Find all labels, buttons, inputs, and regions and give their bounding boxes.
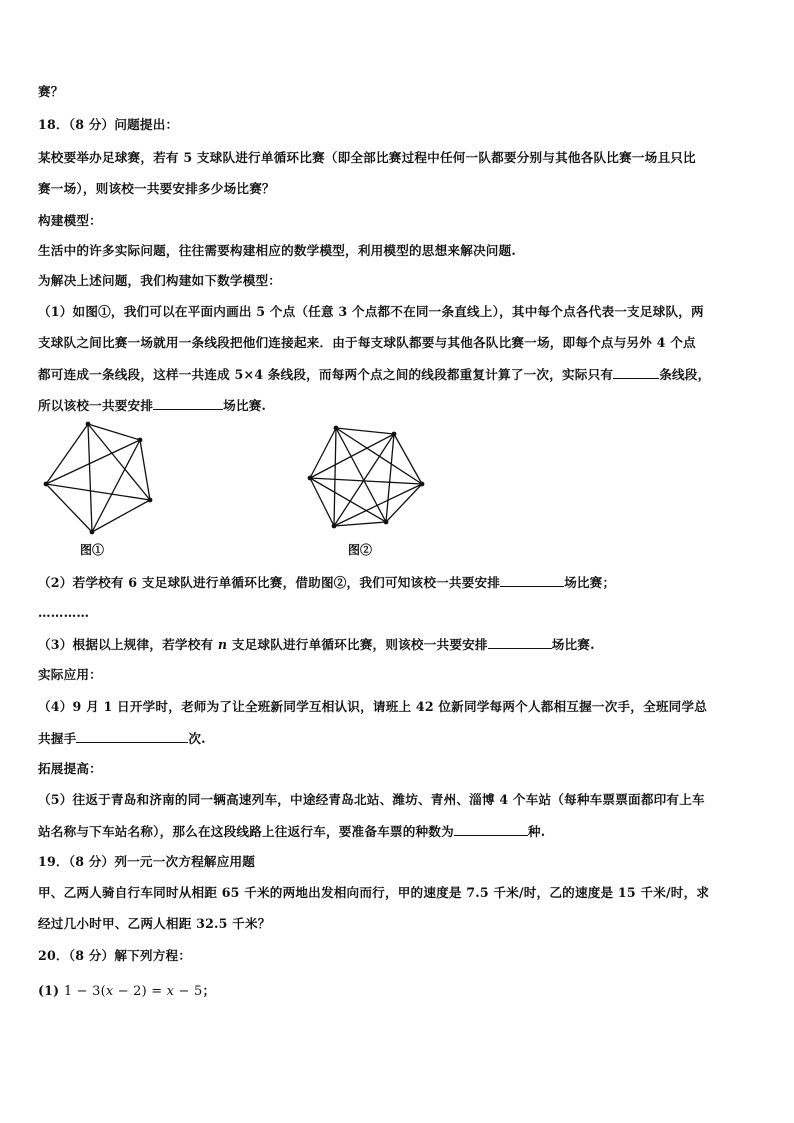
figure-1-caption: 图① (80, 543, 105, 557)
q18-part5-2-tail: 种. (527, 824, 546, 839)
q20-heading: 20．（8 分）解下列方程： (38, 948, 192, 963)
q18-part1-3-tail: 条线段， (659, 367, 711, 382)
q18-part1-4-text: 所以该校一共要安排 (38, 398, 154, 413)
q18-heading: 18．（8 分）问题提出： (38, 117, 179, 132)
figure-2-hexagon-graph (304, 420, 430, 536)
equation-1 (64, 984, 203, 999)
q18-text-2: 赛一场），则该校一共要安排多少场比赛？ (38, 181, 275, 196)
q18-part2-text: （2）若学校有 6 支足球队进行单循环比赛，借助图②，我们可知该校一共要安排 (38, 575, 501, 590)
q18-text-4: 为解决上述问题，我们构建如下数学模型： (38, 273, 282, 288)
line-continuation: 赛？ (38, 84, 64, 99)
q18-part2-tail: 场比赛； (564, 575, 616, 590)
q18-part3-tail: 场比赛. (551, 637, 595, 652)
q18-part1-4-tail: 场比赛. (223, 398, 267, 413)
q18-part4-1: （4）9 月 1 日开学时，老师为了让全班新同学互相认识，请班上 42 位新同学每两个人都相互握一次手，全班同学总 (38, 699, 708, 714)
answer-blank-4[interactable] (488, 636, 552, 649)
q20-part1 (38, 983, 215, 1000)
q19-text-1: 甲、乙两人骑自行车同时从相距 65 千米的两地出发相向而行，甲的速度是 7.5 千米/时，乙的速度是 15 千米/时，求 (38, 885, 710, 900)
q18-part3 (38, 636, 595, 653)
q18-part5-2 (38, 823, 545, 840)
q18-part5-2-text: 站名称与下车站名称），那么在这段线路上往返行车，要准备车票的种数为 (38, 824, 454, 839)
eq-x1: x (105, 984, 114, 999)
q18-part1-3-text: 都可连成一条线段，这样一共连成 5×4 条线段，而每两个点之间的线段都重复计算了一次，实际只有 (38, 367, 614, 382)
q18-part1-2: 支球队之间比赛一场就用一条线段把他们连接起来．由于每支球队都要与其他各队比赛一场，即每个点与另外 4 个点 (38, 335, 696, 350)
figure-2-caption: 图② (348, 543, 373, 557)
q18-text-1: 某校要举办足球赛，若有 5 支球队进行单循环比赛（即全部比赛过程中任何一队都要分别与其他各队比赛一场且只比 (38, 150, 696, 165)
answer-blank-2[interactable] (153, 397, 223, 410)
answer-blank-3[interactable] (500, 574, 564, 587)
figure-1-pentagon-graph (40, 418, 160, 538)
q19-text-2: 经过几小时甲、乙两人相距 32.5 千米？ (38, 916, 271, 931)
q18-text-3: 生活中的许多实际问题，往往需要构建相应的数学模型，利用模型的思想来解决问题. (38, 243, 516, 258)
section-extension: 拓展提高： (38, 761, 102, 776)
eq-mid: − 2) = (113, 984, 167, 999)
q18-part2 (38, 574, 615, 591)
q18-part4-2-text: 共握手 (38, 731, 77, 746)
variable-n: n (217, 637, 228, 652)
section-application: 实际应用： (38, 667, 102, 682)
answer-blank-1[interactable] (613, 366, 659, 379)
eq-x2: x (166, 984, 175, 999)
q18-part1-3 (38, 366, 710, 383)
q18-part3-text: （3）根据以上规律，若学校有 (38, 637, 218, 652)
q20-part1-label: (1) (38, 983, 64, 998)
section-model: 构建模型： (38, 213, 102, 228)
q18-part5-1: （5）往返于青岛和济南的同一辆高速列车，中途经青岛北站、潍坊、青州、淄博 4 个车站（每种车票票面都印有上车 (38, 792, 705, 807)
eq-right: − 5 (174, 984, 203, 999)
eq-left: 1 − 3( (63, 984, 106, 999)
answer-blank-5[interactable] (76, 730, 188, 743)
q18-part1-4 (38, 397, 266, 414)
q18-part3-text-2: 支足球队进行单循环比赛，则该校一共要安排 (227, 637, 488, 652)
q18-part1-1: （1）如图①，我们可以在平面内画出 5 个点（任意 3 个点都不在同一条直线上），其中每个点各代表一支足球队，两 (38, 304, 704, 319)
ellipsis: ………… (38, 605, 90, 620)
q19-heading: 19．（8 分）列一元一次方程解应用题 (38, 854, 256, 869)
answer-blank-6[interactable] (454, 823, 528, 836)
q18-part4-2-tail: 次. (188, 731, 206, 746)
q20-part1-tail: ； (202, 983, 216, 998)
q18-part4-2 (38, 730, 206, 747)
